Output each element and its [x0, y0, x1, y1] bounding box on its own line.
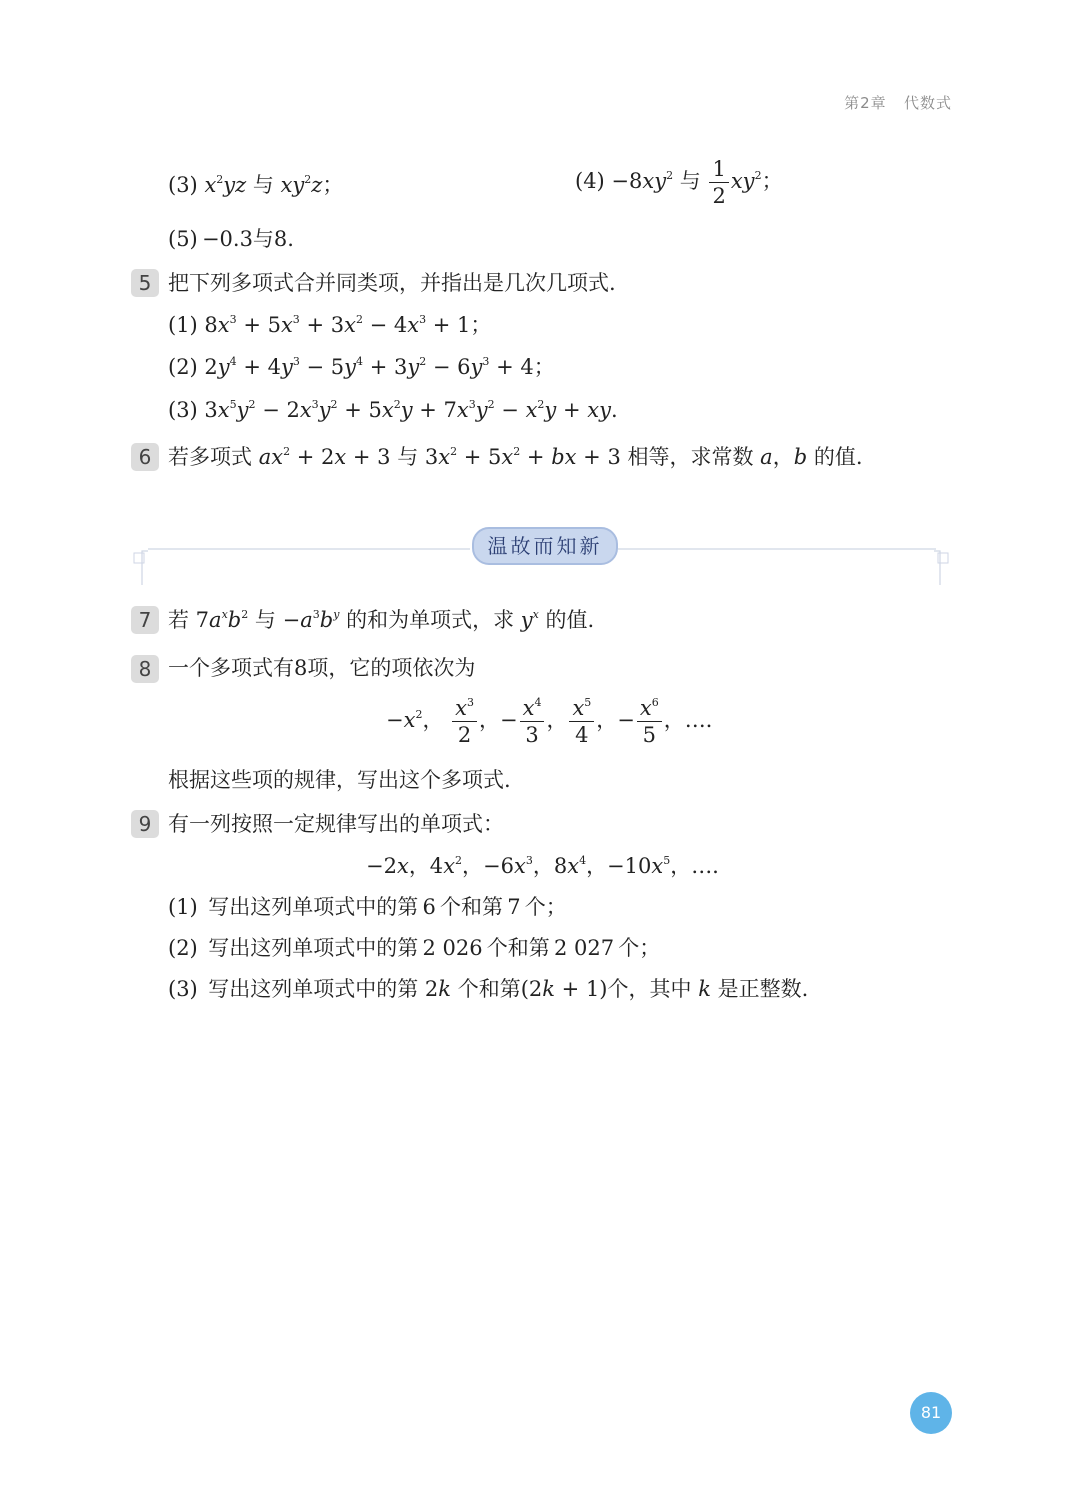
question-number-9: 9 [131, 810, 159, 838]
q7-text: 若 $7a^xb^2$ 与 $-a^3b^y$ 的和为单项式，求 $y^x$ 的值. [168, 608, 595, 632]
q5-part-2: (2) $2y^4 + 4y^3 - 5y^4 + 3y^2 - 6y^3 + 4$； [168, 355, 555, 379]
q9-sequence: −2x，$4x^2$，$-6x^3$，$8x^4$，$-10x^5$，…． [366, 854, 734, 878]
chapter-title: 代数式 [903, 94, 952, 112]
q5-text: 把下列多项式合并同类项，并指出是几次几项式. [168, 271, 616, 295]
q9-text: 有一列按照一定规律写出的单项式： [168, 812, 504, 836]
item-5: (5) −0.3与8. [168, 227, 294, 251]
q5-part-1: (1) $8x^3 + 5x^3 + 3x^2 - 4x^3 + 1$； [168, 313, 492, 337]
running-header [844, 92, 952, 113]
q8-sequence: $-x^2$， $\frac{x^3}{2}$ ，− $\frac{x^4}{3}$ ， $\frac{x^5}{4}$ ，− $\frac{x^6}{5}$ ，…． [386, 696, 727, 747]
page-number: 81 [910, 1392, 952, 1434]
question-number-5: 5 [131, 269, 159, 297]
q9-part-1: (1) 写出这列单项式中的第 6 个和第 7 个； [168, 895, 567, 919]
question-number-6: 6 [131, 443, 159, 471]
section-banner: 温故而知新 [472, 527, 618, 565]
fraction-half: $\frac{1}{2}$ [709, 156, 728, 209]
item-3: (3) $x^2yz$ 与 $xy^2z$； [168, 173, 344, 197]
q5-part-3: (3) $3x^5y^2 - 2x^3y^2 + 5x^2y + 7x^3y^2 - x^2y$ + xy. [168, 398, 618, 422]
question-number-7: 7 [131, 606, 159, 634]
item-4: $(4) -8xy^2$ 与 $\frac{1}{2}$ $xy^2$； [575, 157, 783, 208]
question-number-8: 8 [131, 655, 159, 683]
q9-part-2: (2) 写出这列单项式中的第 2 026 个和第 2 027 个； [168, 936, 661, 960]
q8-after: 根据这些项的规律，写出这个多项式. [168, 768, 511, 792]
q6-text: 若多项式 $ax^2 + 2x + 3$ 与 $3x^2 + 5x^2$ + bx + 3 相等，求常数 a，b 的值. [168, 445, 863, 469]
q9-part-3: (3) 写出这列单项式中的第 2k 个和第(2k + 1)个，其中 k 是正整数. [168, 977, 809, 1001]
q8-text: 一个多项式有8项，它的项依次为 [168, 656, 476, 680]
chapter-label: 第2章 [844, 94, 887, 112]
